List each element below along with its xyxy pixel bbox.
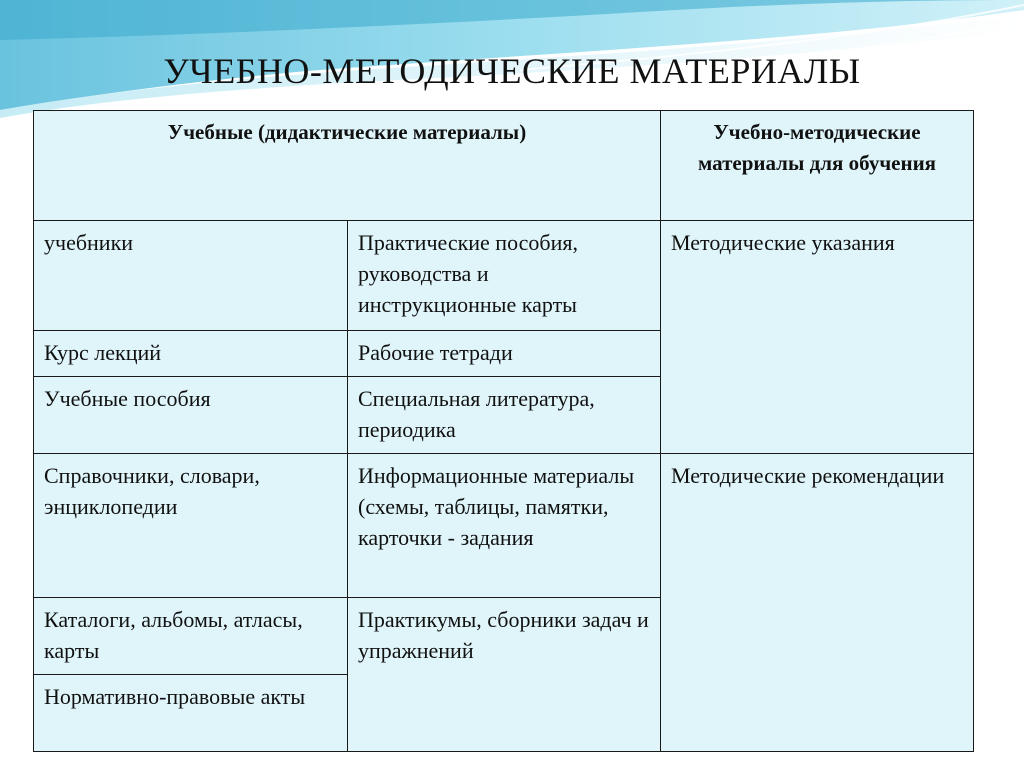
table-cell: Рабочие тетради <box>348 331 661 377</box>
table-cell: учебники <box>34 221 348 331</box>
table-cell-methodical-group-1: Методические указания <box>661 221 974 454</box>
table-cell: Практикумы, сборники задач и упражнений <box>348 598 661 752</box>
table-cell: Нормативно-правовые акты <box>34 675 348 752</box>
table-header-row <box>34 111 974 221</box>
table-cell: Курс лекций <box>34 331 348 377</box>
header-didactic-materials: Учебные (дидактические материалы) <box>34 111 661 221</box>
slide-title: УЧЕБНО-МЕТОДИЧЕСКИЕ МАТЕРИАЛЫ <box>163 51 861 91</box>
table-cell: Справочники, словари, энциклопедии <box>34 454 348 598</box>
table-cell: Практические пособия, руководства и инструкционные карты <box>348 221 661 331</box>
table-cell: Информационные материалы (схемы, таблицы, памятки, карточки - задания <box>348 454 661 598</box>
table-row <box>34 221 974 331</box>
table-cell-methodical-group-2: Методические рекомендации <box>661 454 974 752</box>
table-cell: Специальная литература, периодика <box>348 377 661 454</box>
materials-table <box>33 110 974 752</box>
table-cell: Каталоги, альбомы, атласы, карты <box>34 598 348 675</box>
table-cell: Учебные пособия <box>34 377 348 454</box>
header-methodical-materials: Учебно-методические материалы для обучения <box>661 111 974 221</box>
table-row <box>34 454 974 598</box>
